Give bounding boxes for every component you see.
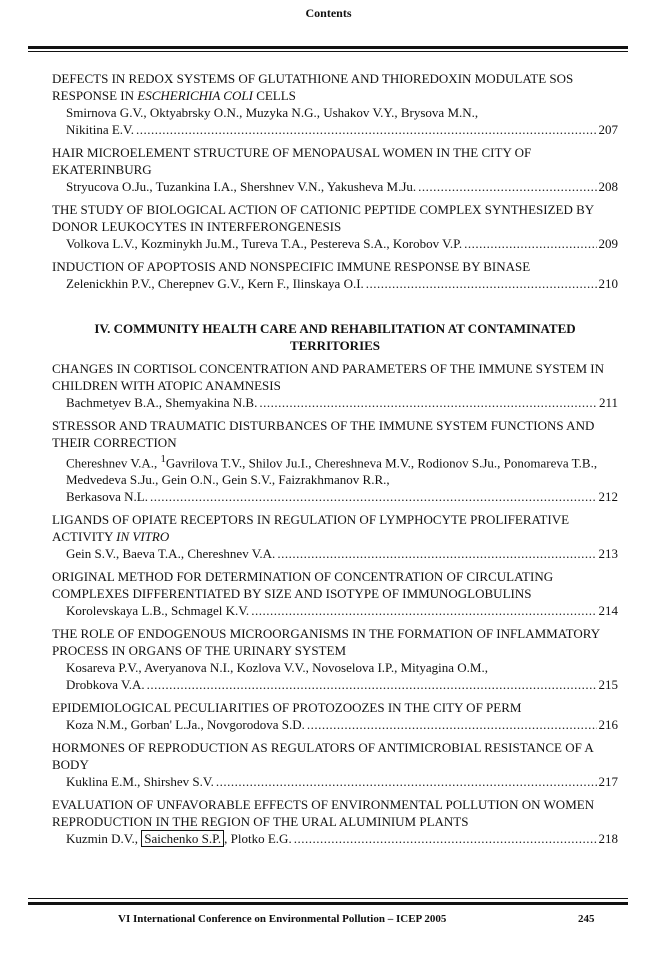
toc-entry-title: STRESSOR AND TRAUMATIC DISTURBANCES OF THE IMMUNE SYSTEM FUNCTIONS AND THEIR CORRECTION — [52, 418, 595, 450]
toc-entry-title: EVALUATION OF UNFAVORABLE EFFECTS OF ENVIRONMENTAL POLLUTION ON WOMEN REPRODUCTION IN THE REGION OF THE URAL ALUMINIUM PLANTS — [52, 797, 595, 830]
dot-leader — [216, 773, 597, 790]
toc-entry-authors-last: Volkova L.V., Kozminykh Ju.M., Tureva T.A., Pestereva S.A., Korobov V.P. — [66, 236, 463, 251]
footer-conference: VI International Conference on Environmental Pollution – ICEP 2005 — [118, 913, 447, 925]
toc-entry-leader — [52, 830, 618, 847]
toc-entry-page: 209 — [598, 236, 618, 251]
section-heading: IV. COMMUNITY HEALTH CARE AND REHABILITATION AT CONTAMINATED TERRITORIES — [94, 321, 576, 353]
toc-entry-authors: Chereshnev V.A., $^1$Gavrilova T.V., Shilov Ju.I., Chereshneva M.V., Rodionov S.Ju., Ponomareva T.B., Medvedeva S.Ju., Gein O.N., Gein S.V., Faizrakhmanov R.R., — [66, 453, 598, 488]
toc-entry-authors-last: Bachmetyev B.A., Shemyakina N.B. — [66, 395, 258, 410]
dot-leader — [147, 676, 597, 693]
toc-entry-title: CHANGES IN CORTISOL CONCENTRATION AND PARAMETERS OF THE IMMUNE SYSTEM IN CHILDREN WITH ATOPIC ANAMNESIS — [52, 361, 604, 393]
toc-entry-leader — [52, 235, 618, 252]
footer-rule-thick — [28, 902, 628, 905]
dot-leader — [294, 830, 597, 847]
toc-entry-page: 211 — [598, 395, 618, 410]
toc-entry-page: 218 — [598, 831, 618, 847]
toc-entry-leader — [52, 275, 618, 292]
dot-leader — [259, 394, 597, 411]
dot-leader — [251, 602, 596, 619]
toc-entry-leader — [52, 121, 618, 138]
toc-entry-page: 208 — [598, 179, 618, 194]
toc-entry-authors-last: Kuzmin D.V., Saichenko S.P. , Plotko E.G. — [66, 831, 292, 847]
toc-entry-authors: Kosareva P.V., Averyanova N.I., Kozlova V.V., Novoselova I.P., Mityagina O.M., — [66, 660, 488, 676]
dot-leader — [307, 716, 597, 733]
toc-entry — [52, 699, 618, 733]
toc-entry-title: EPIDEMIOLOGICAL PECULIARITIES OF PROTOZOOZES IN THE CITY OF PERM — [52, 700, 522, 716]
toc-entry-leader — [52, 676, 618, 693]
header-rule-thin — [28, 51, 628, 52]
toc-entry-title: THE STUDY OF BIOLOGICAL ACTION OF CATIONIC PEPTIDE COMPLEX SYNTHESIZED BY DONOR LEUKOCYTES IN INTERFERONGENESIS — [52, 202, 594, 234]
toc-entry — [52, 258, 618, 292]
toc-entry-title: HAIR MICROELEMENT STRUCTURE OF MENOPAUSAL WOMEN IN THE CITY OF EKATERINBURG — [52, 145, 532, 177]
toc-entry-title: THE ROLE OF ENDOGENOUS MICROORGANISMS IN THE FORMATION OF INFLAMMATORY PROCESS IN ORGANS OF THE URINARY SYSTEM — [52, 626, 600, 659]
contents-block-1 — [52, 70, 618, 292]
toc-entry-leader — [52, 178, 618, 195]
dot-leader — [418, 178, 596, 195]
toc-entry-authors-last: Stryucova O.Ju., Tuzankina I.A., Shershnev V.N., Yakusheva M.Ju. — [66, 179, 417, 194]
toc-entry-page: 212 — [598, 489, 618, 505]
toc-entry — [52, 144, 618, 195]
toc-entry-authors-last: Koza N.M., Gorban' L.Ja., Novgorodova S.D. — [66, 717, 305, 733]
dot-leader — [366, 275, 597, 292]
toc-entry-page: 216 — [598, 717, 618, 733]
toc-entry-authors-last: Berkasova N.L. — [66, 489, 148, 505]
dot-leader — [464, 235, 596, 252]
toc-entry-page: 207 — [598, 122, 618, 137]
toc-entry — [52, 568, 618, 619]
toc-entry-title: DEFECTS IN REDOX SYSTEMS OF GLUTATHIONE AND THIOREDOXIN MODULATE SOS RESPONSE IN ESCHERICHIA COLI CELLS — [52, 71, 574, 103]
toc-entry — [52, 70, 618, 138]
toc-entry-authors-last: Korolevskaya L.B., Schmagel K.V. — [66, 603, 250, 619]
footer-page-number: 245 — [578, 913, 595, 925]
toc-entry — [52, 360, 618, 411]
toc-entry-page: 213 — [598, 546, 618, 562]
toc-entry-authors-last: Zelenickhin P.V., Cherepnev G.V., Kern F., Ilinskaya O.I. — [66, 276, 364, 291]
toc-entry-authors-last: Nikitina E.V. — [66, 122, 135, 137]
toc-entry — [52, 417, 618, 505]
toc-entry — [52, 201, 618, 252]
toc-entry-page: 215 — [598, 677, 618, 693]
toc-entry-leader — [52, 394, 618, 411]
toc-entry-authors: Smirnova G.V., Oktyabrsky O.N., Muzyka N.G., Ushakov V.Y., Brysova M.N., — [66, 105, 479, 120]
toc-entry — [52, 739, 618, 790]
toc-entry-page: 210 — [598, 276, 618, 291]
toc-entry-leader — [52, 773, 618, 790]
contents-list — [52, 70, 618, 853]
toc-entry — [52, 796, 618, 847]
toc-entry-authors-last: Gein S.V., Baeva T.A., Chereshnev V.A. — [66, 546, 276, 562]
toc-entry-leader — [52, 545, 618, 562]
page-header-title: Contents — [305, 6, 352, 20]
toc-entry — [52, 625, 618, 693]
contents-block-2 — [52, 360, 618, 847]
toc-entry-page: 214 — [598, 603, 618, 619]
toc-entry-page: 217 — [598, 774, 618, 790]
dot-leader — [136, 121, 596, 138]
toc-entry-authors-last: Drobkova V.A. — [66, 677, 145, 693]
header-rule-thick — [28, 46, 628, 49]
dot-leader — [277, 545, 596, 562]
toc-entry-leader — [52, 602, 618, 619]
toc-entry-title: LIGANDS OF OPIATE RECEPTORS IN REGULATION OF LYMPHOCYTE PROLIFERATIVE ACTIVITY IN VITRO — [52, 512, 570, 545]
toc-entry — [52, 511, 618, 562]
toc-entry-title: ORIGINAL METHOD FOR DETERMINATION OF CONCENTRATION OF CIRCULATING COMPLEXES DIFFERENTIATED BY SIZE AND ISOTYPE OF IMMUNOGLOBULINS — [52, 569, 554, 602]
footer-rule-thin — [28, 898, 628, 899]
toc-entry-title: HORMONES OF REPRODUCTION AS REGULATORS OF ANTIMICROBIAL RESISTANCE OF A BODY — [52, 740, 594, 773]
toc-entry-leader — [52, 488, 618, 505]
toc-entry-authors-last: Kuklina E.M., Shirshev S.V. — [66, 774, 214, 790]
toc-entry-title: INDUCTION OF APOPTOSIS AND NONSPECIFIC IMMUNE RESPONSE BY BINASE — [52, 259, 531, 274]
toc-entry-leader — [52, 716, 618, 733]
dot-leader — [150, 488, 597, 505]
